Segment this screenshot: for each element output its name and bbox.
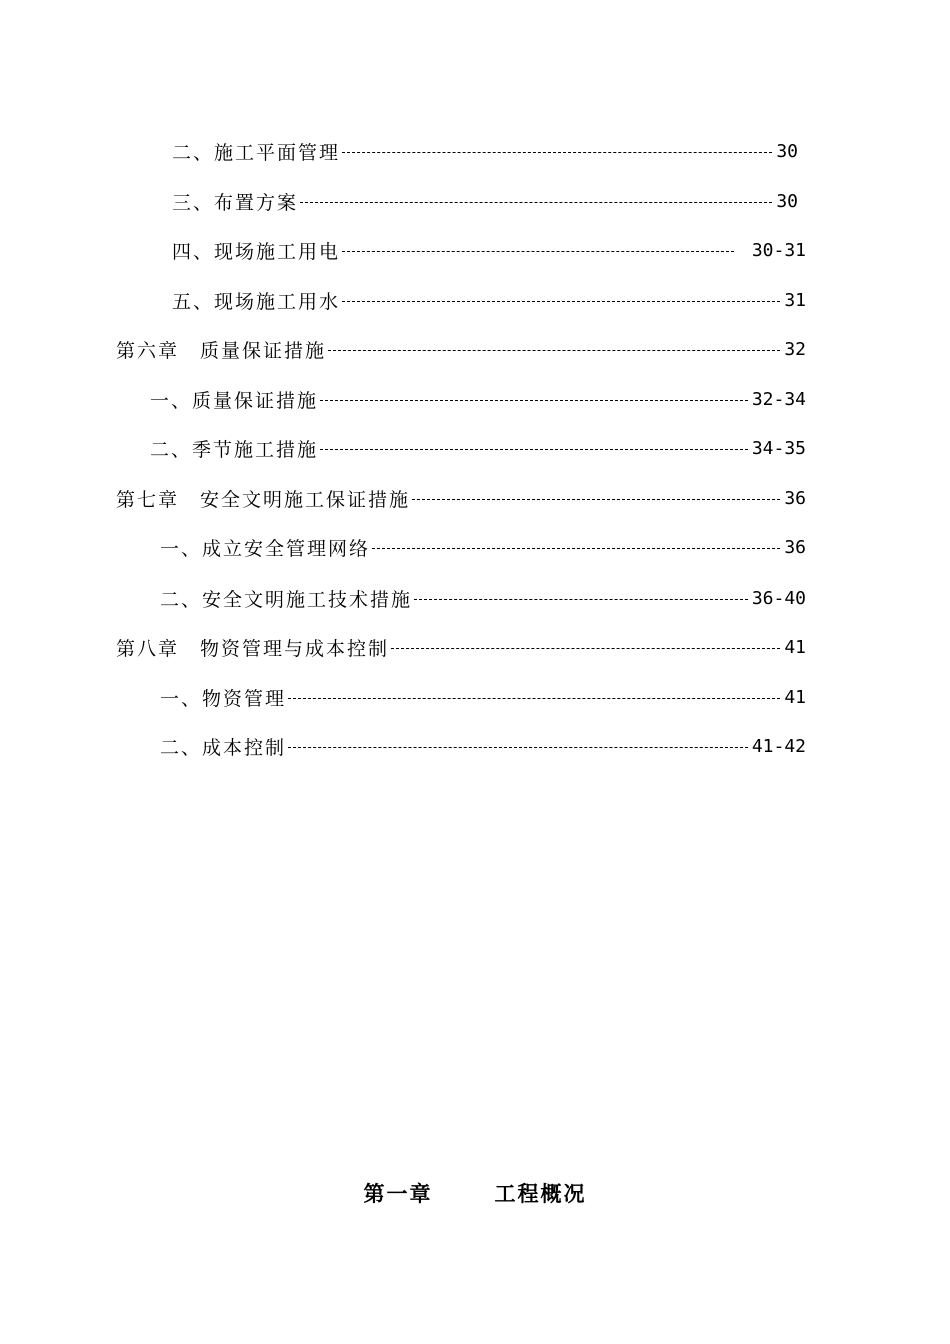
toc-leader [391,648,780,649]
toc-entry-label: 第八章 物资管理与成本控制 [116,637,390,660]
toc-entry-label: 一、质量保证措施 [150,389,319,412]
toc-entry-label: 第七章 安全文明施工保证措施 [116,488,411,511]
toc-entry-page: 34-35 [751,437,806,459]
toc-entry [150,433,806,463]
toc-leader [412,499,780,500]
toc-entry [172,136,798,166]
toc-entry [172,285,806,315]
toc-leader [342,251,734,252]
toc-entry-page: 36-40 [751,587,806,609]
toc-entry-page: 32 [784,338,806,360]
toc-leader [342,152,772,153]
toc-entry-page: 41 [784,636,806,658]
toc-leader [342,301,780,302]
toc-entry [160,583,806,613]
toc-leader [414,599,748,600]
toc-entry-page: 41-42 [751,735,806,757]
toc-entry-label: 二、安全文明施工技术措施 [160,588,413,611]
toc-chapter-entry [116,483,806,513]
toc-entry [160,682,806,712]
toc-entry [172,186,798,216]
toc-entry-page: 36 [784,536,806,558]
toc-entry-page: 32-34 [751,388,806,410]
chapter-heading [0,1178,950,1208]
toc-leader [320,400,748,401]
toc-entry-page: 30-31 [751,239,806,261]
toc-entry-page: 31 [784,289,806,311]
toc-leader [300,202,772,203]
toc-chapter-entry [116,334,806,364]
toc-entry-label: 一、成立安全管理网络 [160,537,371,560]
toc-leader [328,350,780,351]
toc-leader [372,548,780,549]
toc-entry-label: 四、现场施工用电 [172,240,341,263]
toc-entry-label: 三、布置方案 [172,191,299,214]
chapter-title: 工程概况 [494,1182,587,1206]
toc-entry [150,384,806,414]
toc-leader [288,747,748,748]
toc-leader [288,698,780,699]
toc-entry-label: 二、季节施工措施 [150,438,319,461]
toc-entry [160,731,806,761]
toc-entry-page: 41 [784,686,806,708]
toc-entry-label: 二、成本控制 [160,736,287,759]
toc-entry-label: 五、现场施工用水 [172,290,341,313]
toc-entry-page: 30 [776,190,798,212]
toc-entry [172,235,806,265]
toc-entry-page: 36 [784,487,806,509]
toc-entry-label: 二、施工平面管理 [172,141,341,164]
toc-entry-page: 30 [776,140,798,162]
chapter-number: 第一章 [363,1182,433,1206]
toc-entry-label: 一、物资管理 [160,687,287,710]
toc-entry [160,532,806,562]
toc-entry-label: 第六章 质量保证措施 [116,339,327,362]
toc-chapter-entry [116,632,806,662]
toc-leader [320,449,748,450]
